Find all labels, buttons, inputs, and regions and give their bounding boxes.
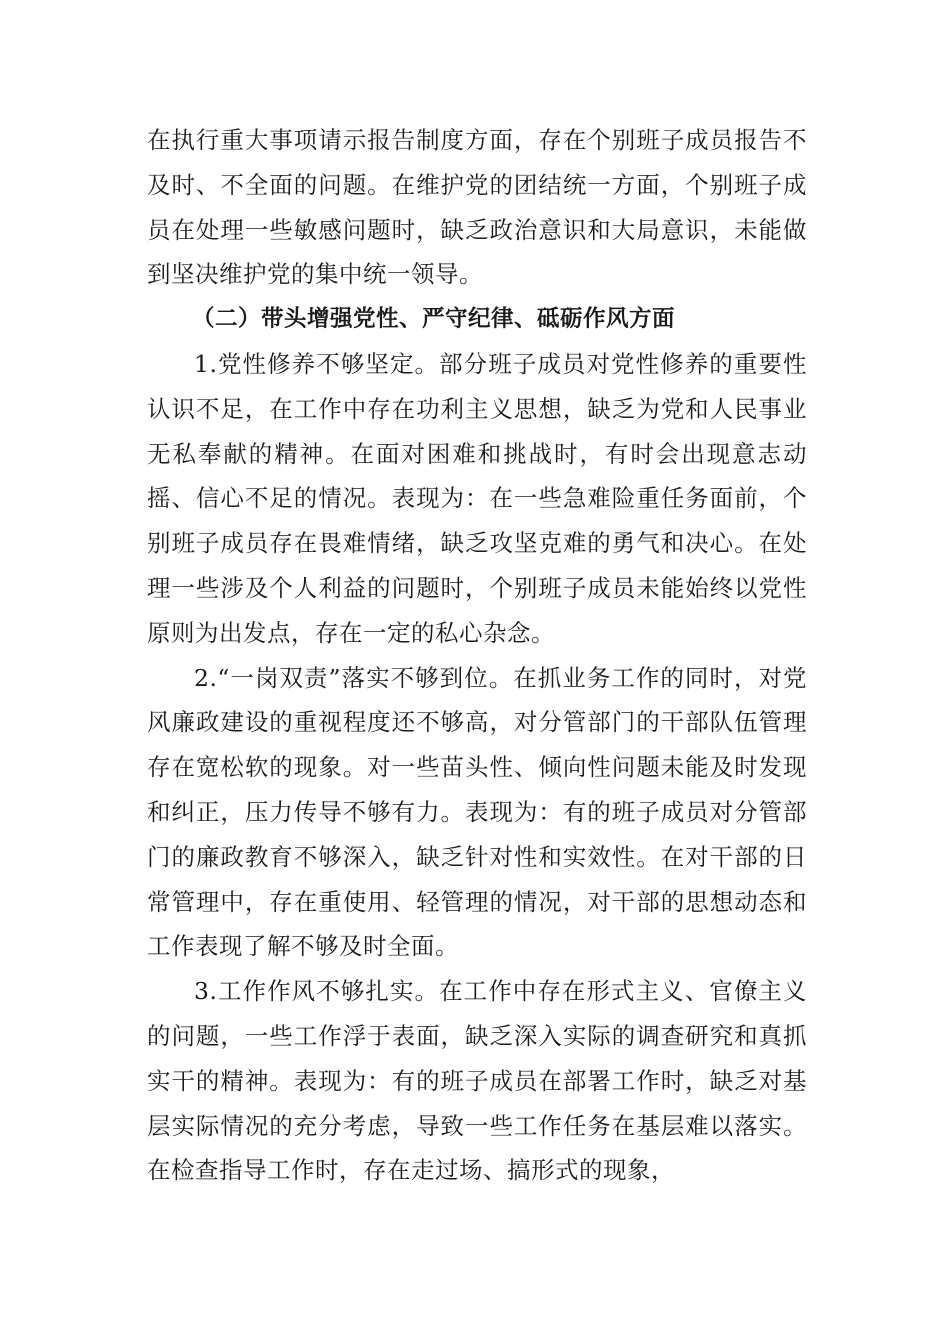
document-body [147, 118, 807, 1193]
paragraph-work-style: 3.工作作风不够扎实。在工作中存在形式主义、官僚主义的问题，一些工作浮于表面，缺乏深入实际的调查研究和真抓实干的精神。表现为：有的班子成员在部署工作时，缺乏对基层实际情况的充分考虑，导致一些工作任务在基层难以落实。在检查指导工作时，存在走过场、搞形式的现象， [147, 977, 807, 1185]
paragraph-dual-responsibility: 2.“一岗双责”落实不够到位。在抓业务工作的同时，对党风廉政建设的重视程度还不够高，对分管部门的干部队伍管理存在宽松软的现象。对一些苗头性、倾向性问题未能及时发现和纠正，压力传导不够有力。表现为：有的班子成员对分管部门的廉政教育不够深入，缺乏针对性和实效性。在对干部的日常管理中，存在重使用、轻管理的情况，对干部的思想动态和工作表现了解不够及时全面。 [147, 663, 807, 961]
paragraph-continuation: 在执行重大事项请示报告制度方面，存在个别班子成员报告不及时、不全面的问题。在维护党的团结统一方面，个别班子成员在处理一些敏感问题时，缺乏政治意识和大局意识，未能做到坚决维护党的集中统一领导。 [147, 126, 807, 289]
paragraph-party-spirit: 1.党性修养不够坚定。部分班子成员对党性修养的重要性认识不足，在工作中存在功利主义思想，缺乏为党和人民事业无私奉献的精神。在面对困难和挑战时，有时会出现意志动摇、信心不足的情况。表现为：在一些急难险重任务面前，个别班子成员存在畏难情绪，缺乏攻坚克难的勇气和决心。在处理一些涉及个人利益的问题时，个别班子成员未能始终以党性原则为出发点，存在一定的私心杂念。 [147, 349, 807, 647]
section-heading: （二）带头增强党性、严守纪律、砥砺作风方面 [192, 306, 676, 333]
